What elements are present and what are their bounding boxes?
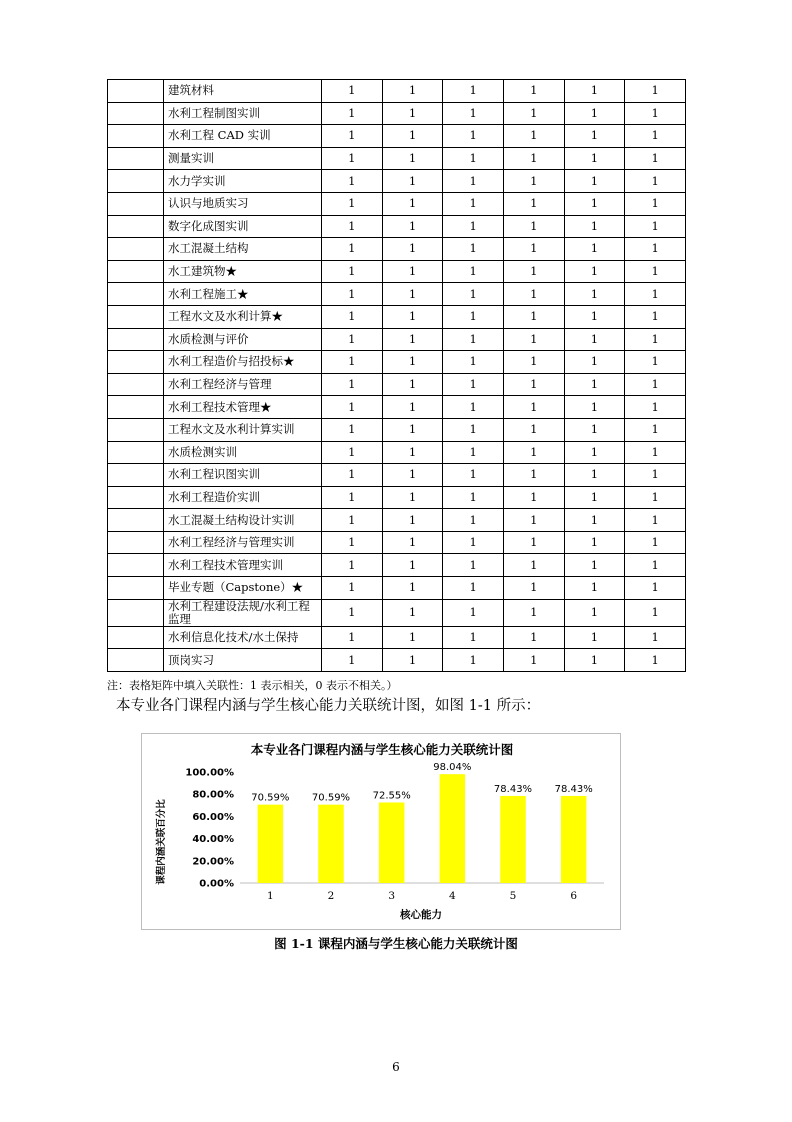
table-row	[108, 80, 686, 103]
figure-caption: 图 1-1 课程内涵与学生核心能力关联统计图	[274, 936, 518, 951]
relevance-cell: 1	[625, 464, 686, 487]
course-name-cell: 认识与地质实习	[164, 192, 322, 215]
relevance-cell: 1	[443, 305, 504, 328]
data-label: 78.43%	[554, 783, 593, 795]
course-name-cell: 水质检测实训	[164, 441, 322, 464]
course-name-cell: 工程水文及水利计算★	[164, 305, 322, 328]
relevance-cell: 1	[625, 554, 686, 577]
course-ability-matrix	[107, 79, 686, 672]
relevance-cell: 1	[382, 509, 443, 532]
relevance-cell: 1	[322, 373, 383, 396]
relevance-cell: 1	[564, 373, 625, 396]
y-tick-label: 80.00%	[192, 789, 234, 801]
relevance-cell: 1	[322, 649, 383, 672]
relevance-cell: 1	[564, 531, 625, 554]
table-row	[108, 283, 686, 306]
relevance-cell: 1	[625, 418, 686, 441]
table-row	[108, 351, 686, 374]
relevance-cell: 1	[382, 305, 443, 328]
relevance-cell: 1	[625, 305, 686, 328]
relevance-cell: 1	[443, 396, 504, 419]
bar	[561, 796, 586, 883]
relevance-cell: 1	[503, 441, 564, 464]
category-cell	[108, 283, 164, 306]
relevance-cell: 1	[322, 464, 383, 487]
relevance-cell: 1	[322, 102, 383, 125]
relevance-cell: 1	[322, 147, 383, 170]
bar	[258, 805, 283, 883]
relevance-cell: 1	[564, 192, 625, 215]
category-cell	[108, 102, 164, 125]
category-cell	[108, 373, 164, 396]
course-name-cell: 水质检测与评价	[164, 328, 322, 351]
table-row	[108, 626, 686, 649]
relevance-cell: 1	[503, 577, 564, 600]
relevance-cell: 1	[625, 351, 686, 374]
relevance-cell: 1	[564, 328, 625, 351]
category-cell	[108, 192, 164, 215]
relevance-cell: 1	[503, 486, 564, 509]
table-row	[108, 373, 686, 396]
y-tick-label: 40.00%	[192, 834, 234, 846]
relevance-cell: 1	[322, 441, 383, 464]
x-tick-label: 3	[388, 890, 396, 902]
category-cell	[108, 531, 164, 554]
relevance-cell: 1	[322, 80, 383, 103]
category-cell	[108, 626, 164, 649]
relevance-cell: 1	[322, 192, 383, 215]
relevance-cell: 1	[503, 125, 564, 148]
course-name-cell: 水工建筑物★	[164, 260, 322, 283]
relevance-cell: 1	[322, 418, 383, 441]
relevance-cell: 1	[564, 649, 625, 672]
relevance-cell: 1	[503, 305, 564, 328]
relevance-cell: 1	[322, 170, 383, 193]
relevance-cell: 1	[382, 441, 443, 464]
relevance-cell: 1	[443, 464, 504, 487]
relevance-cell: 1	[443, 577, 504, 600]
relevance-cell: 1	[322, 215, 383, 238]
category-cell	[108, 80, 164, 103]
course-name-cell: 建筑材料	[164, 80, 322, 103]
category-cell	[108, 441, 164, 464]
table-row	[108, 328, 686, 351]
relevance-cell: 1	[382, 283, 443, 306]
relevance-cell: 1	[443, 486, 504, 509]
relevance-cell: 1	[443, 170, 504, 193]
relevance-cell: 1	[625, 373, 686, 396]
relevance-cell: 1	[382, 531, 443, 554]
table-row	[108, 305, 686, 328]
relevance-cell: 1	[625, 125, 686, 148]
course-name-cell: 水利工程施工★	[164, 283, 322, 306]
category-cell	[108, 125, 164, 148]
relevance-cell: 1	[564, 418, 625, 441]
relevance-cell: 1	[443, 531, 504, 554]
relevance-cell: 1	[625, 626, 686, 649]
course-name-cell: 测量实训	[164, 147, 322, 170]
relevance-cell: 1	[382, 577, 443, 600]
relevance-cell: 1	[382, 170, 443, 193]
relevance-cell: 1	[564, 147, 625, 170]
relevance-cell: 1	[625, 509, 686, 532]
course-name-cell: 水工混凝土结构	[164, 238, 322, 261]
category-cell	[108, 351, 164, 374]
relevance-cell: 1	[322, 509, 383, 532]
relevance-cell: 1	[322, 626, 383, 649]
relevance-cell: 1	[443, 509, 504, 532]
category-cell	[108, 170, 164, 193]
category-cell	[108, 486, 164, 509]
relevance-cell: 1	[503, 531, 564, 554]
relevance-cell: 1	[564, 396, 625, 419]
x-tick-label: 2	[327, 890, 335, 902]
relevance-cell: 1	[382, 215, 443, 238]
category-cell	[108, 238, 164, 261]
x-tick-label: 1	[266, 890, 274, 902]
relevance-cell: 1	[322, 351, 383, 374]
table-row	[108, 441, 686, 464]
table-row	[108, 396, 686, 419]
relevance-cell: 1	[564, 486, 625, 509]
relevance-cell: 1	[625, 396, 686, 419]
relevance-cell: 1	[564, 170, 625, 193]
category-cell	[108, 554, 164, 577]
relevance-cell: 1	[625, 80, 686, 103]
course-name-cell: 水利工程技术管理★	[164, 396, 322, 419]
relevance-cell: 1	[564, 305, 625, 328]
relevance-cell: 1	[322, 125, 383, 148]
relevance-cell: 1	[322, 283, 383, 306]
relevance-cell: 1	[564, 80, 625, 103]
course-name-cell: 毕业专题（Capstone）★	[164, 577, 322, 600]
relevance-cell: 1	[625, 260, 686, 283]
category-cell	[108, 577, 164, 600]
relevance-cell: 1	[322, 554, 383, 577]
relevance-cell: 1	[382, 554, 443, 577]
table-row	[108, 147, 686, 170]
relevance-cell: 1	[503, 554, 564, 577]
relevance-cell: 1	[382, 396, 443, 419]
bar	[379, 802, 404, 883]
relevance-cell: 1	[564, 351, 625, 374]
relevance-cell: 1	[503, 599, 564, 626]
category-cell	[108, 328, 164, 351]
relevance-cell: 1	[382, 125, 443, 148]
category-cell	[108, 464, 164, 487]
relevance-cell: 1	[503, 626, 564, 649]
relevance-cell: 1	[625, 238, 686, 261]
relevance-cell: 1	[564, 260, 625, 283]
relevance-cell: 1	[564, 125, 625, 148]
course-name-cell: 顶岗实习	[164, 649, 322, 672]
table-row	[108, 599, 686, 626]
chart-title: 本专业各门课程内涵与学生核心能力关联统计图	[250, 742, 514, 757]
relevance-cell: 1	[443, 373, 504, 396]
relevance-cell: 1	[503, 215, 564, 238]
relevance-cell: 1	[443, 351, 504, 374]
table-row	[108, 170, 686, 193]
relevance-cell: 1	[625, 215, 686, 238]
relevance-cell: 1	[382, 373, 443, 396]
chart-marks	[185, 762, 604, 902]
category-cell	[108, 147, 164, 170]
relevance-cell: 1	[564, 577, 625, 600]
relevance-cell: 1	[564, 464, 625, 487]
relevance-cell: 1	[322, 599, 383, 626]
data-label: 72.55%	[372, 790, 411, 802]
relevance-cell: 1	[503, 649, 564, 672]
relevance-cell: 1	[322, 328, 383, 351]
y-tick-label: 20.00%	[192, 856, 234, 868]
relevance-cell: 1	[443, 418, 504, 441]
course-name-cell: 水利工程制图实训	[164, 102, 322, 125]
relevance-cell: 1	[443, 147, 504, 170]
table-row	[108, 260, 686, 283]
table-row	[108, 215, 686, 238]
relevance-cell: 1	[503, 170, 564, 193]
relevance-cell: 1	[503, 396, 564, 419]
intro-paragraph: 本专业各门课程内涵与学生核心能力关联统计图，如图 1-1 所示：	[116, 698, 541, 714]
x-tick-label: 5	[509, 890, 517, 902]
table-row	[108, 102, 686, 125]
category-cell	[108, 509, 164, 532]
relevance-cell: 1	[625, 649, 686, 672]
course-name-cell: 水利工程建设法规/水利工程监理	[164, 599, 322, 626]
course-name-cell: 水利工程造价实训	[164, 486, 322, 509]
table-row	[108, 192, 686, 215]
course-name-cell: 数字化成图实训	[164, 215, 322, 238]
x-tick-label: 4	[448, 890, 456, 902]
relevance-cell: 1	[443, 441, 504, 464]
table-row	[108, 464, 686, 487]
bar	[500, 796, 525, 883]
relevance-cell: 1	[322, 486, 383, 509]
relevance-cell: 1	[382, 486, 443, 509]
data-label: 78.43%	[493, 783, 533, 795]
course-name-cell: 水利工程造价与招投标★	[164, 351, 322, 374]
table-row	[108, 554, 686, 577]
relevance-cell: 1	[625, 531, 686, 554]
relevance-cell: 1	[443, 599, 504, 626]
relevance-cell: 1	[443, 649, 504, 672]
x-axis-title: 核心能力	[400, 909, 442, 921]
course-name-cell: 水利工程经济与管理实训	[164, 531, 322, 554]
relevance-cell: 1	[322, 577, 383, 600]
relevance-cell: 1	[503, 260, 564, 283]
bar-chart-svg	[142, 734, 620, 929]
relevance-cell: 1	[503, 102, 564, 125]
relevance-cell: 1	[443, 328, 504, 351]
relevance-cell: 1	[443, 215, 504, 238]
relevance-cell: 1	[322, 396, 383, 419]
relevance-cell: 1	[503, 328, 564, 351]
relevance-cell: 1	[564, 283, 625, 306]
relevance-cell: 1	[625, 577, 686, 600]
data-label: 98.04%	[433, 762, 472, 774]
table-row	[108, 531, 686, 554]
relevance-cell: 1	[382, 238, 443, 261]
relevance-cell: 1	[564, 626, 625, 649]
relevance-cell: 1	[322, 238, 383, 261]
relevance-cell: 1	[564, 509, 625, 532]
relevance-cell: 1	[382, 260, 443, 283]
course-name-cell: 水利信息化技术/水土保持	[164, 626, 322, 649]
course-name-cell: 水利工程识图实训	[164, 464, 322, 487]
relevance-cell: 1	[382, 626, 443, 649]
category-cell	[108, 649, 164, 672]
relevance-cell: 1	[382, 102, 443, 125]
relevance-cell: 1	[443, 554, 504, 577]
relevance-cell: 1	[382, 192, 443, 215]
relevance-cell: 1	[625, 147, 686, 170]
relevance-cell: 1	[503, 238, 564, 261]
course-name-cell: 水力学实训	[164, 170, 322, 193]
category-cell	[108, 396, 164, 419]
relevance-cell: 1	[564, 599, 625, 626]
relevance-cell: 1	[382, 80, 443, 103]
table-row	[108, 649, 686, 672]
relevance-cell: 1	[443, 238, 504, 261]
course-name-cell: 水利工程 CAD 实训	[164, 125, 322, 148]
relevance-cell: 1	[382, 147, 443, 170]
category-cell	[108, 305, 164, 328]
relevance-cell: 1	[625, 102, 686, 125]
category-cell	[108, 260, 164, 283]
relevance-cell: 1	[443, 260, 504, 283]
relevance-cell: 1	[382, 649, 443, 672]
x-tick-label: 6	[570, 890, 578, 902]
relevance-cell: 1	[564, 238, 625, 261]
relevance-cell: 1	[503, 373, 564, 396]
relevance-cell: 1	[625, 486, 686, 509]
relevance-cell: 1	[625, 328, 686, 351]
relevance-cell: 1	[322, 531, 383, 554]
table-row	[108, 486, 686, 509]
relevance-cell: 1	[443, 283, 504, 306]
relevance-cell: 1	[564, 215, 625, 238]
relevance-cell: 1	[382, 464, 443, 487]
table-row	[108, 577, 686, 600]
course-name-cell: 水工混凝土结构设计实训	[164, 509, 322, 532]
relevance-cell: 1	[503, 418, 564, 441]
relevance-cell: 1	[322, 305, 383, 328]
relevance-cell: 1	[503, 283, 564, 306]
relevance-cell: 1	[564, 102, 625, 125]
relevance-cell: 1	[443, 192, 504, 215]
relevance-cell: 1	[503, 147, 564, 170]
category-cell	[108, 418, 164, 441]
table-row	[108, 238, 686, 261]
data-label: 70.59%	[251, 792, 290, 804]
relevance-cell: 1	[322, 260, 383, 283]
relevance-cell: 1	[382, 328, 443, 351]
course-name-cell: 工程水文及水利计算实训	[164, 418, 322, 441]
relevance-cell: 1	[443, 80, 504, 103]
relevance-cell: 1	[382, 351, 443, 374]
y-tick-label: 0.00%	[199, 878, 234, 890]
course-name-cell: 水利工程技术管理实训	[164, 554, 322, 577]
relevance-cell: 1	[625, 192, 686, 215]
table-row	[108, 509, 686, 532]
relevance-cell: 1	[443, 125, 504, 148]
relevance-cell: 1	[443, 626, 504, 649]
relevance-cell: 1	[625, 170, 686, 193]
relevance-cell: 1	[503, 464, 564, 487]
relevance-cell: 1	[625, 283, 686, 306]
relevance-cell: 1	[503, 351, 564, 374]
page-number: 6	[392, 1060, 400, 1074]
course-name-cell: 水利工程经济与管理	[164, 373, 322, 396]
category-cell	[108, 599, 164, 626]
relevance-cell: 1	[625, 599, 686, 626]
relevance-cell: 1	[382, 418, 443, 441]
bar-chart	[141, 733, 621, 930]
relevance-cell: 1	[625, 441, 686, 464]
relevance-cell: 1	[564, 441, 625, 464]
relevance-cell: 1	[382, 599, 443, 626]
bar	[440, 774, 465, 883]
table-row	[108, 418, 686, 441]
y-axis-title: 课程内涵关联百分比	[156, 799, 167, 885]
relevance-cell: 1	[503, 509, 564, 532]
relevance-cell: 1	[503, 80, 564, 103]
table-note: 注：表格矩阵中填入关联性：1 表示相关，0 表示不相关。）	[107, 679, 398, 692]
bar	[318, 805, 343, 883]
y-tick-label: 60.00%	[192, 811, 234, 823]
table-row	[108, 125, 686, 148]
category-cell	[108, 215, 164, 238]
relevance-cell: 1	[564, 554, 625, 577]
data-label: 70.59%	[311, 792, 351, 804]
y-tick-label: 100.00%	[185, 767, 234, 779]
relevance-cell: 1	[503, 192, 564, 215]
relevance-cell: 1	[443, 102, 504, 125]
